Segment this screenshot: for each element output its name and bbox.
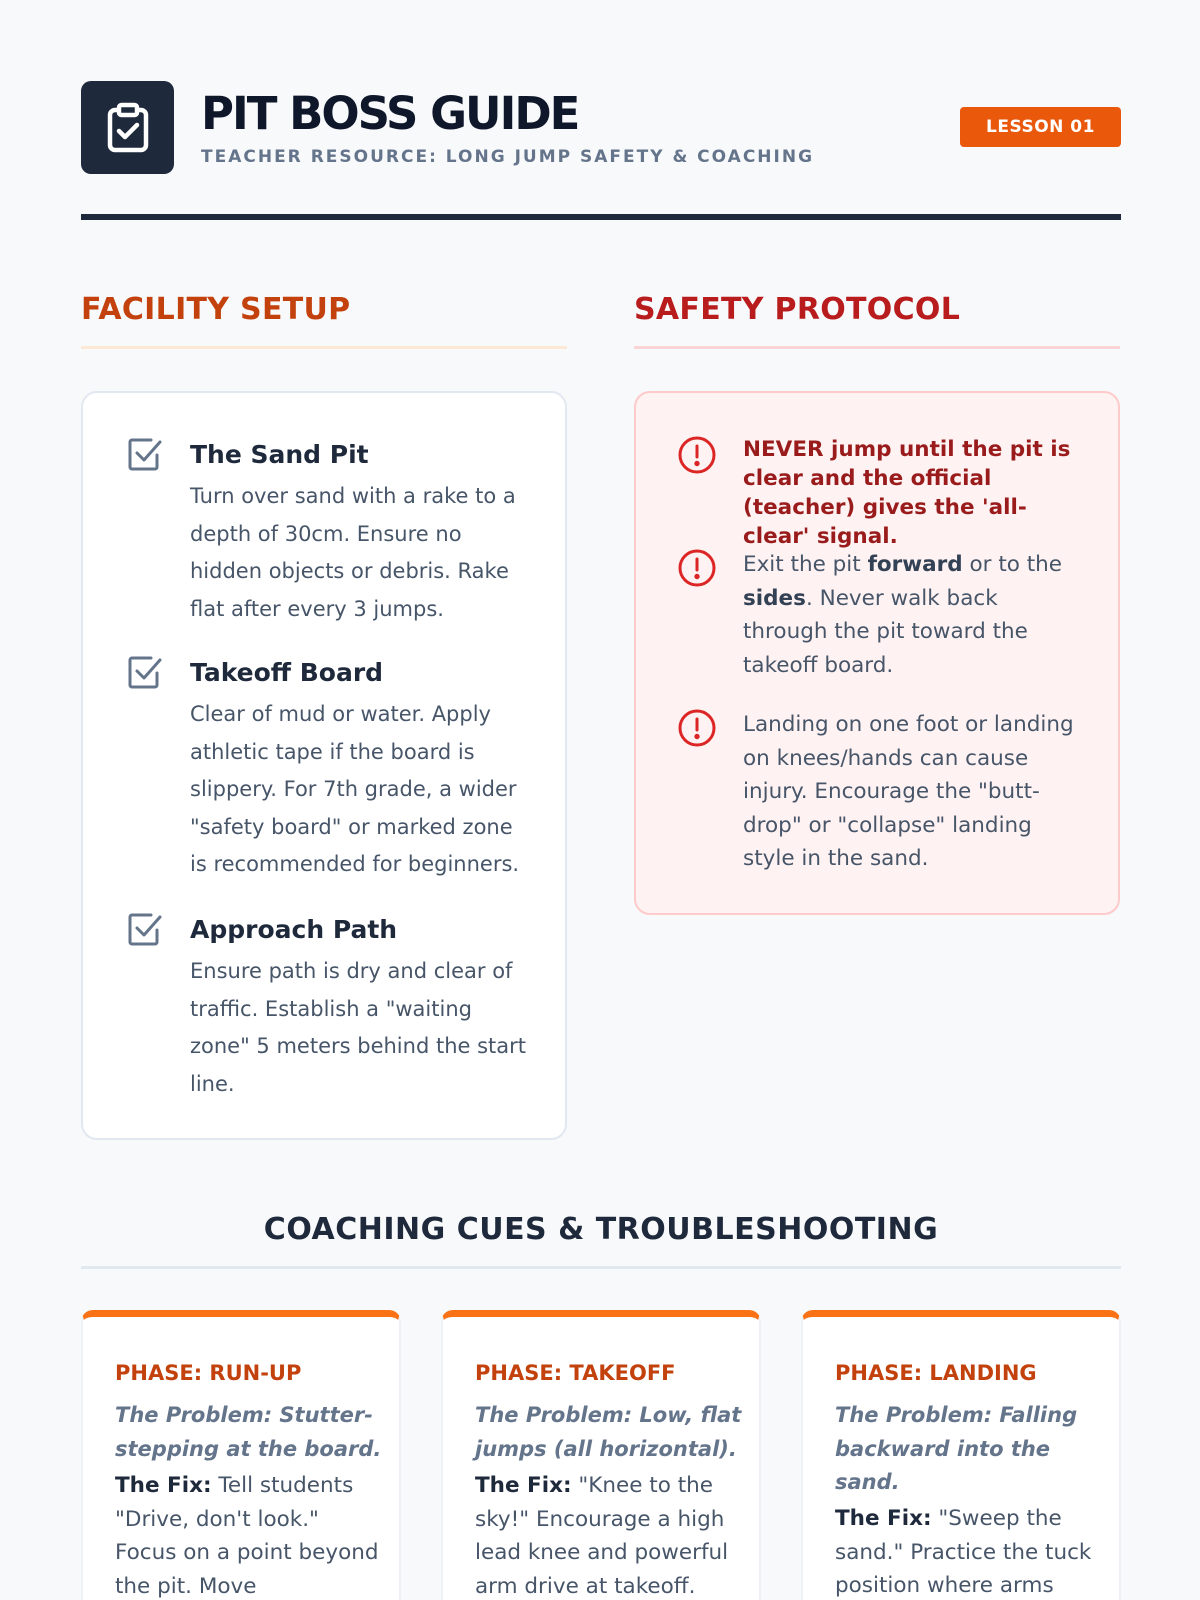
facility-heading-rule bbox=[81, 346, 567, 349]
checkbox-checked-icon bbox=[126, 436, 163, 473]
safety-text-part: Exit the pit bbox=[743, 552, 868, 577]
fix-label: The Fix: bbox=[115, 1473, 212, 1498]
safety-item-text bbox=[743, 548, 1083, 682]
safety-item-text: NEVER jump until the pit is clear and the official (teacher) gives the 'all-clear' signal. bbox=[743, 437, 1071, 549]
phase-card-run-up bbox=[81, 1310, 401, 1600]
coaching-heading-rule bbox=[81, 1266, 1121, 1269]
phase-label: PHASE: TAKEOFF bbox=[475, 1361, 676, 1385]
facility-item-title: Takeoff Board bbox=[190, 658, 384, 687]
fix-text: Tell students "Drive, don't look." Focus on a point beyond the pit. Move bbox=[115, 1473, 379, 1599]
alert-circle-icon bbox=[677, 548, 717, 588]
safety-item-text: Landing on one foot or landing on knees/hands can cause injury. Encourage the "butt-drop" or "collapse" landing style in the sand. bbox=[743, 712, 1074, 871]
alert-circle-icon bbox=[677, 708, 717, 748]
fix-label: The Fix: bbox=[835, 1506, 932, 1531]
safety-text-part: . Never walk back through the pit toward the takeoff board. bbox=[743, 585, 1028, 678]
safety-text-bold: forward bbox=[867, 552, 963, 577]
checkbox-checked-icon bbox=[126, 911, 163, 948]
safety-text-part: or to the bbox=[962, 552, 1063, 577]
checkbox-checked-icon bbox=[126, 654, 163, 691]
phase-label: PHASE: LANDING bbox=[835, 1361, 1037, 1385]
guide-page bbox=[81, 0, 1121, 1600]
safety-protocol-heading: SAFETY PROTOCOL bbox=[634, 292, 961, 327]
safety-text-bold: sides bbox=[743, 585, 806, 611]
page-title: PIT BOSS GUIDE bbox=[201, 87, 579, 140]
header-divider bbox=[81, 214, 1121, 220]
facility-item-body: Ensure path is dry and clear of traffic. Establish a "waiting zone" 5 meters behind the start line. bbox=[190, 959, 527, 1096]
fix-text: "Knee to the sky!" Encourage a high lead knee and powerful arm drive at takeoff. bbox=[475, 1473, 729, 1599]
coaching-heading: COACHING CUES & TROUBLESHOOTING bbox=[263, 1212, 939, 1247]
phase-card-takeoff bbox=[441, 1310, 761, 1600]
facility-setup-heading: FACILITY SETUP bbox=[81, 292, 351, 327]
page-subtitle: TEACHER RESOURCE: LONG JUMP SAFETY & COACHING bbox=[201, 147, 815, 167]
facility-setup-card bbox=[81, 391, 567, 1140]
facility-item-title: The Sand Pit bbox=[190, 440, 369, 469]
lesson-badge: LESSON 01 bbox=[960, 107, 1121, 147]
phase-label: PHASE: RUN-UP bbox=[115, 1361, 302, 1385]
phase-fix bbox=[835, 1502, 1105, 1600]
clipboard-check-icon bbox=[81, 81, 174, 174]
phase-problem: The Problem: Low, flat jumps (all horizontal). bbox=[475, 1403, 742, 1461]
facility-item-body: Clear of mud or water. Apply athletic tape if the board is slippery. For 7th grade, a wider "safety board" or marked zone is recommended for beginners. bbox=[190, 702, 520, 876]
page-header bbox=[81, 81, 1121, 174]
safety-heading-rule bbox=[634, 346, 1120, 349]
phase-card-landing bbox=[801, 1310, 1121, 1600]
safety-protocol-card bbox=[634, 391, 1120, 915]
facility-item-title: Approach Path bbox=[190, 915, 398, 944]
fix-label: The Fix: bbox=[475, 1473, 572, 1498]
phase-fix bbox=[115, 1469, 385, 1600]
phase-problem: The Problem: Falling backward into the sand. bbox=[835, 1403, 1078, 1494]
phase-fix bbox=[475, 1469, 745, 1600]
facility-item-body: Turn over sand with a rake to a depth of 30cm. Ensure no hidden objects or debris. Rake flat after every 3 jumps. bbox=[190, 484, 516, 621]
phase-problem: The Problem: Stutter-stepping at the board. bbox=[115, 1403, 382, 1461]
alert-circle-icon bbox=[677, 435, 717, 475]
fix-text: "Sweep the sand." Practice the tuck position where arms bbox=[835, 1506, 1092, 1598]
